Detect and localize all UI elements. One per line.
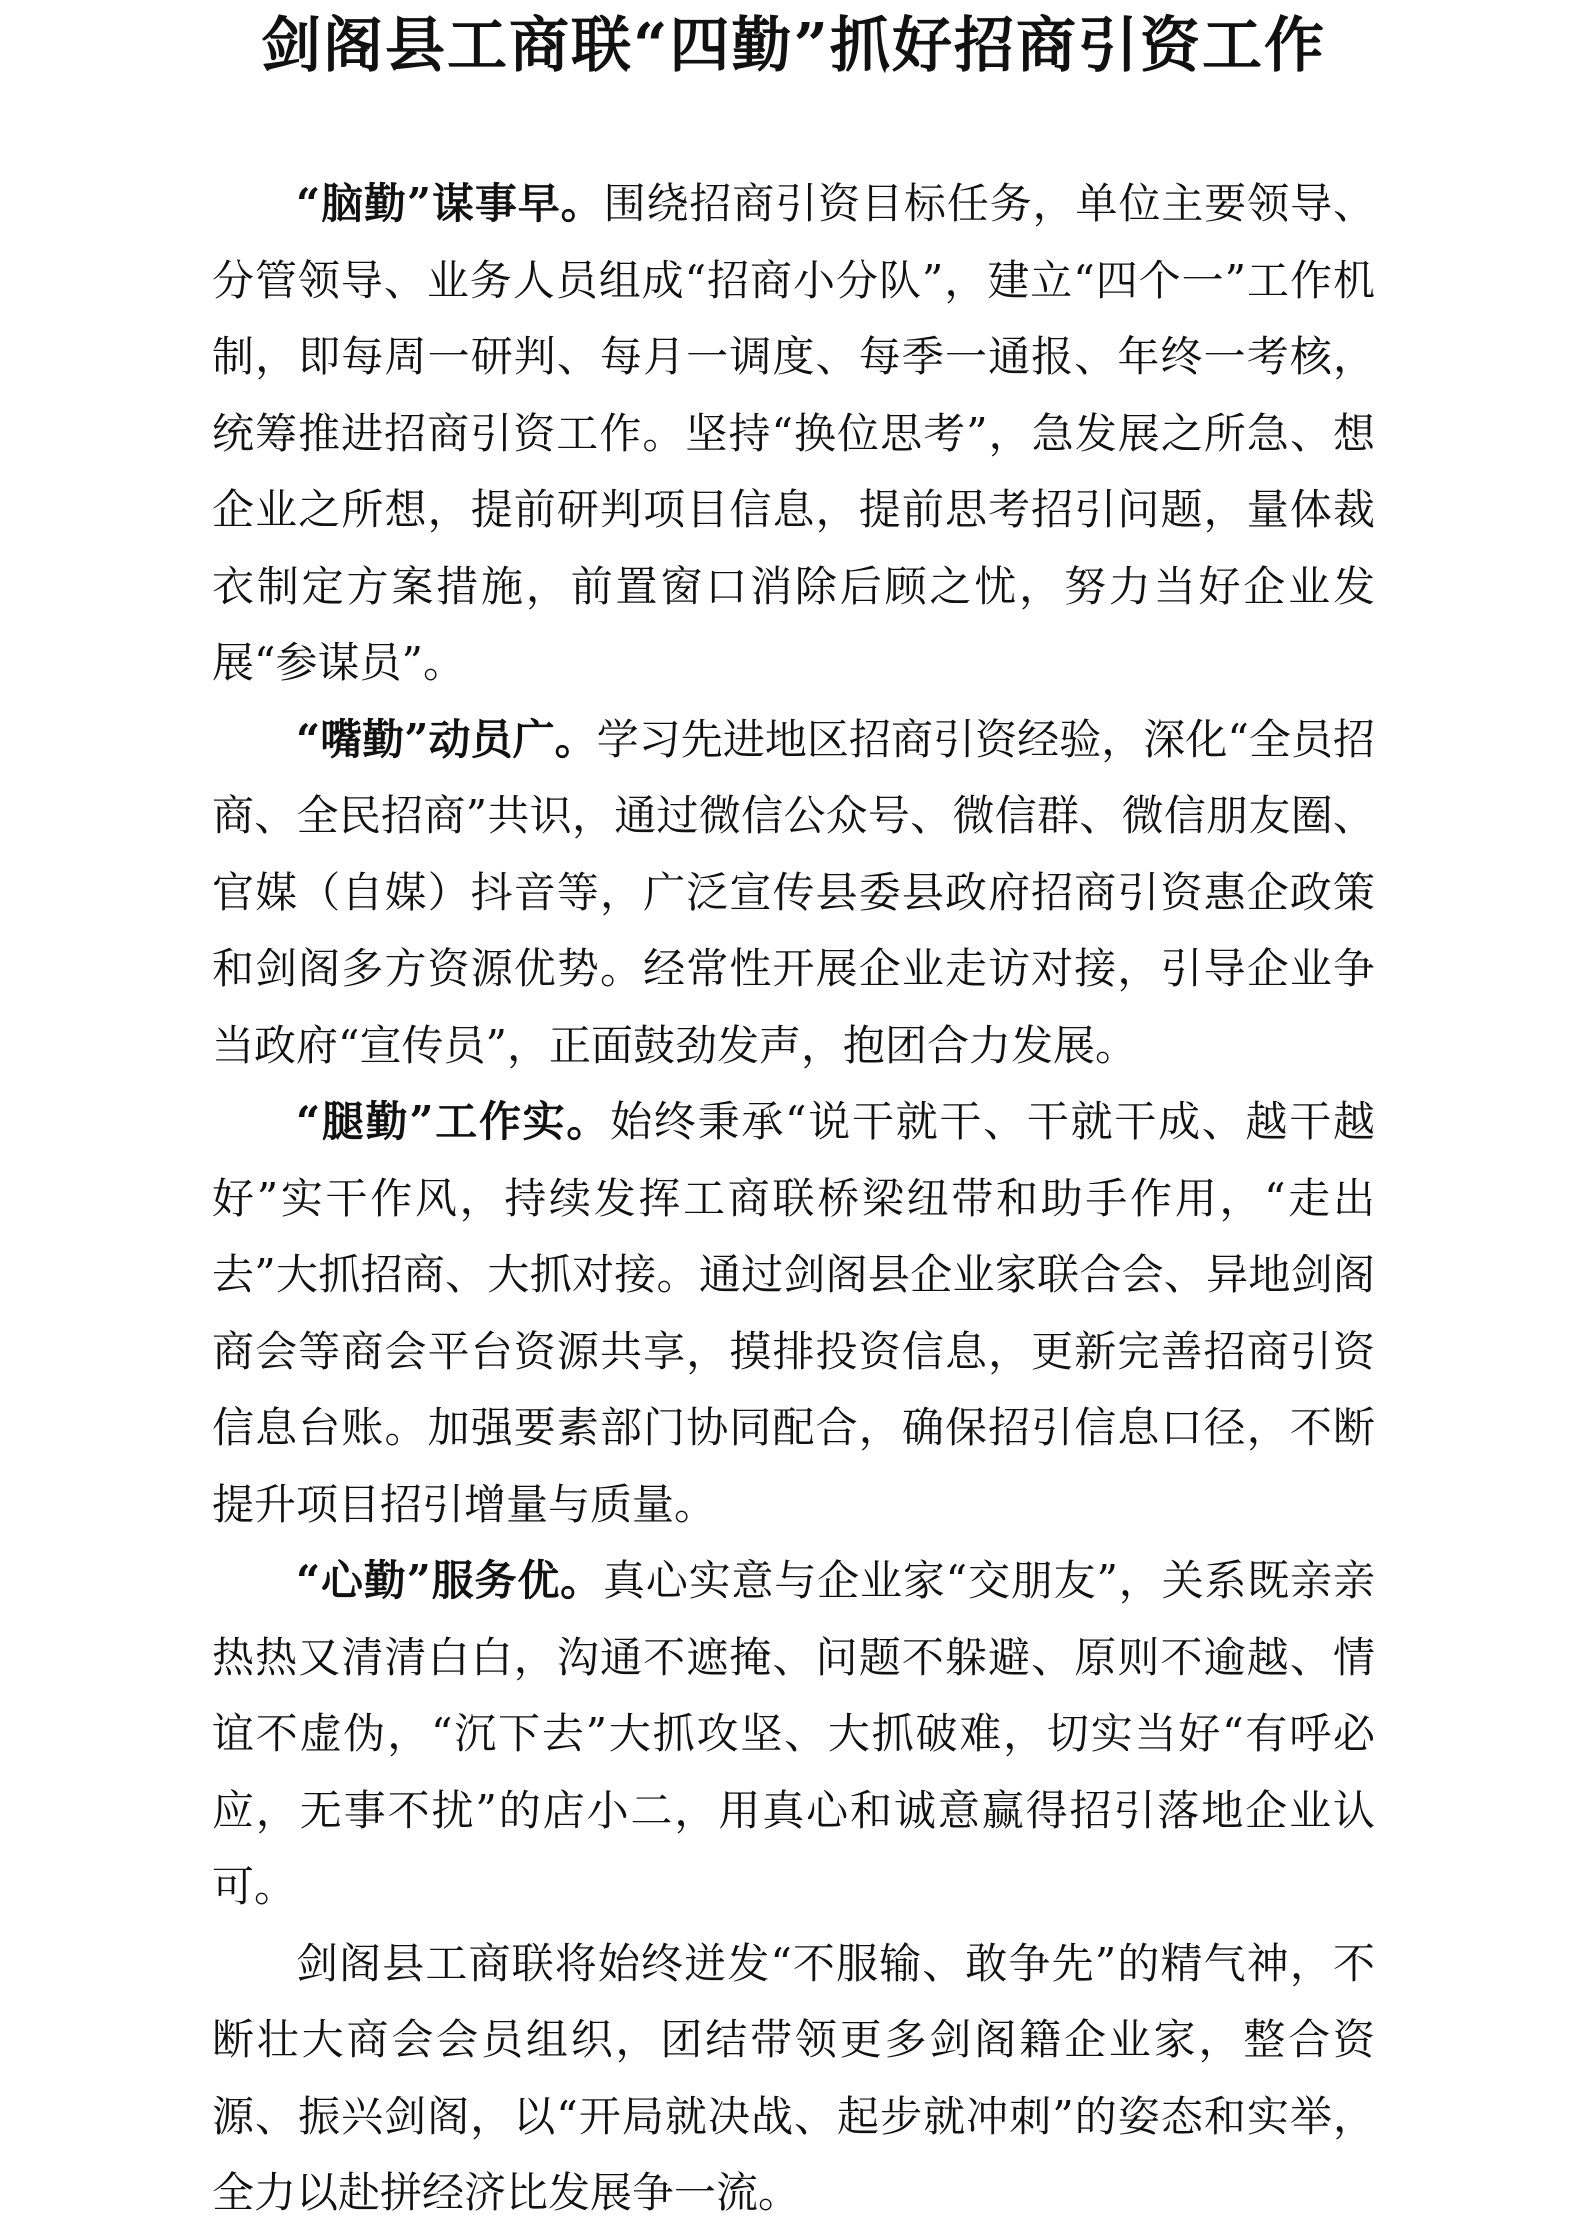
paragraph-lead: “脑勤”谋事早。 (296, 179, 604, 228)
paragraph-text: 真心实意与企业家“交朋友”，关系既亲亲热热又清清白白，沟通不遮掩、问题不躲避、原则不逾越、情谊不虚伪，“沉下去”大抓攻坚、大抓破难，切实当好“有呼必应，无事不扰”的店小二，用真心和诚意赢得招引落地企业认可。 (212, 1556, 1375, 1911)
paragraph-lead: “心勤”服务优。 (296, 1556, 603, 1605)
paragraph-leg-diligence (212, 1084, 1375, 1543)
paragraph-lead: “腿勤”工作实。 (296, 1097, 611, 1146)
paragraph-text: 学习先进地区招商引资经验，深化“全员招商、全民招商”共识，通过微信公众号、微信群、微信朋友圈、官媒（自媒）抖音等，广泛宣传县委县政府招商引资惠企政策和剑阁多方资源优势。经常性开展企业走访对接，引导企业争当政府“宣传员”，正面鼓劲发声，抱团合力发展。 (212, 714, 1375, 1070)
document-title: 剑阁县工商联“四勤”抓好招商引资工作 (260, 11, 1327, 81)
paragraph-brain-diligence (212, 166, 1375, 702)
paragraph-text: 剑阁县工商联将始终迸发“不服输、敢争先”的精气神，不断壮大商会会员组织，团结带领更多剑阁籍企业家，整合资源、振兴剑阁，以“开局就决战、起步就冲刺”的姿态和实举，全力以赴拼经济比发展争一流。 (212, 1938, 1375, 2217)
paragraph-text: 始终秉承“说干就干、干就干成、越干越好”实干作风，持续发挥工商联桥梁纽带和助手作用，“走出去”大抓招商、大抓对接。通过剑阁县企业家联合会、异地剑阁商会等商会平台资源共享，摸排投资信息，更新完善招商引资信息台账。加强要素部门协同配合，确保招引信息口径，不断提升项目招引增量与质量。 (212, 1097, 1375, 1529)
paragraph-conclusion (212, 1926, 1375, 2232)
paragraph-heart-diligence (212, 1543, 1375, 1926)
paragraph-mouth-diligence (212, 702, 1375, 1085)
paragraph-lead: “嘴勤”动员广。 (296, 714, 597, 764)
document-body (212, 166, 1375, 2232)
paragraph-text: 围绕招商引资目标任务，单位主要领导、分管领导、业务人员组成“招商小分队”，建立“四个一”工作机制，即每周一研判、每月一调度、每季一通报、年终一考核，统筹推进招商引资工作。坚持“换位思考”，急发展之所急、想企业之所想，提前研判项目信息，提前思考招引问题，量体裁衣制定方案措施，前置窗口消除后顾之忧，努力当好企业发展“参谋员”。 (212, 179, 1375, 687)
